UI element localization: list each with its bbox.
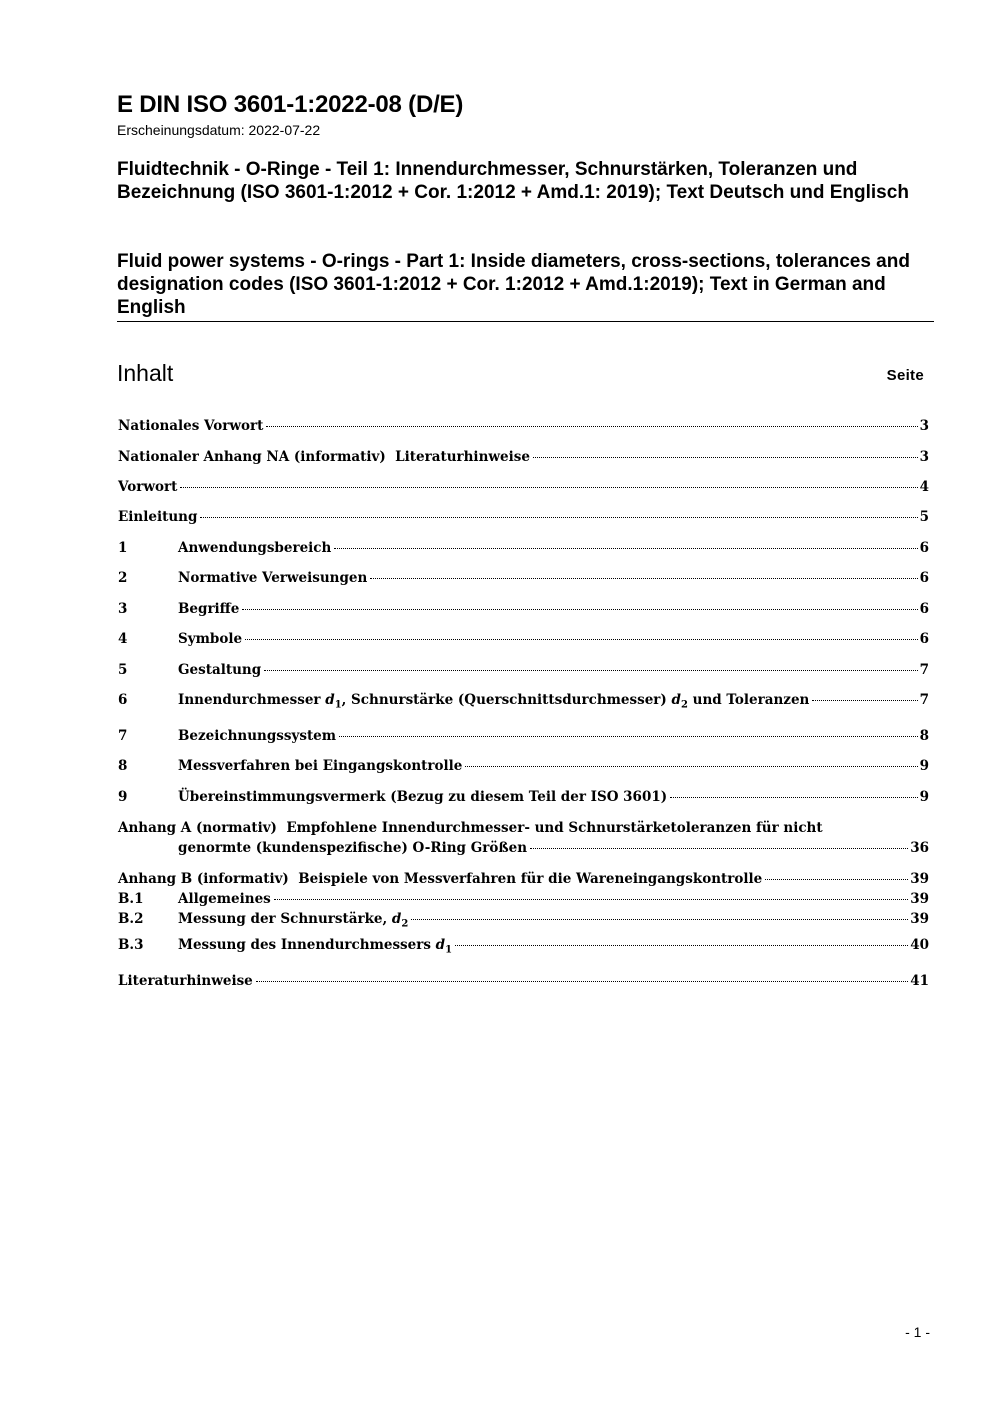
toc-entry-title: Vorwort xyxy=(118,479,178,495)
toc-entry-page: 9 xyxy=(919,758,929,774)
toc-entry-title: Anwendungsbereich xyxy=(178,540,332,556)
toc-entry-anhang-a-continued[interactable] xyxy=(178,840,929,856)
toc-entry-nationales-vorwort[interactable] xyxy=(118,418,929,434)
toc-entry-title-part: Messung des Innendurchmessers xyxy=(178,937,431,953)
toc-entry-title: Übereinstimmungsvermerk (Bezug zu diesem Teil der ISO 3601) xyxy=(178,789,668,805)
title-german: Fluidtechnik - O-Ringe - Teil 1: Innendurchmesser, Schnurstärken, Toleranzen und Bezeichnung (ISO 3601-1:2012 + Cor. 1:2012 + Amd.1: 2019); Text Deutsch und Englisch xyxy=(117,159,909,203)
toc-leader xyxy=(533,457,918,458)
toc-entry-page: 6 xyxy=(919,570,929,586)
toc-entry-anhang-a[interactable]: Anhang A (normativ) Empfohlene Innendurchmesser- und Schnurstärketoleranzen für nicht xyxy=(118,820,823,836)
toc-leader xyxy=(530,848,908,849)
toc-heading: Inhalt xyxy=(117,360,174,386)
toc-entry-title-part: , Schnurstärke (Querschnittsdurchmesser) xyxy=(341,692,667,708)
toc-entry-page: 7 xyxy=(919,662,929,678)
toc-entry-7[interactable] xyxy=(118,728,929,744)
toc-entry-page: 40 xyxy=(910,937,929,953)
toc-entry-title: Messverfahren bei Eingangskontrolle xyxy=(178,758,463,774)
symbol-d2: $d_2$ xyxy=(671,692,688,711)
toc-entry-number: 7 xyxy=(118,728,128,744)
toc-entry-title: Nationaler Anhang NA (informativ) Literaturhinweise xyxy=(118,449,530,465)
toc-entry-title-part: Messung der Schnurstärke, xyxy=(178,911,388,927)
toc-leader xyxy=(242,609,917,610)
toc-entry-page: 6 xyxy=(919,601,929,617)
toc-entry-number: B.2 xyxy=(118,911,144,927)
toc-leader xyxy=(266,426,917,427)
toc-entry-8[interactable] xyxy=(118,758,929,774)
toc-leader xyxy=(245,639,918,640)
toc-entry-number: 9 xyxy=(118,789,128,805)
toc-entry-page: 39 xyxy=(910,911,929,927)
toc-entry-title: Einleitung xyxy=(118,509,198,525)
toc-leader xyxy=(765,879,908,880)
toc-entry-b1[interactable] xyxy=(118,891,929,907)
toc-entry-nationaler-anhang[interactable] xyxy=(118,449,929,465)
toc-entry-title: Nationales Vorwort xyxy=(118,418,264,434)
toc-entry-title: Bezeichnungssystem xyxy=(178,728,337,744)
toc-entry-title: Literaturhinweise xyxy=(118,973,253,989)
toc-entry-6[interactable] xyxy=(118,692,929,711)
toc-leader xyxy=(465,766,917,767)
symbol-d2: $d_2$ xyxy=(391,911,409,930)
toc-entry-title: Allgemeines xyxy=(178,891,271,907)
toc-entry-page: 36 xyxy=(910,840,929,856)
title-english: Fluid power systems - O-rings - Part 1: Inside diameters, cross-sections, tolerances and designation codes (ISO 3601-1:2012 + Cor. 1:2012 + Amd.1:2019); Text in German and English xyxy=(117,251,910,318)
toc-entry-title: Begriffe xyxy=(178,601,240,617)
toc-entry-number: 2 xyxy=(118,570,128,586)
toc-leader xyxy=(339,736,918,737)
toc-entry-4[interactable] xyxy=(118,631,929,647)
toc-entry-page: 5 xyxy=(919,509,929,525)
toc-leader xyxy=(411,919,908,920)
toc-entry-number: 5 xyxy=(118,662,128,678)
toc-entry-title: genormte (kundenspezifische) O-Ring Größen xyxy=(178,840,528,856)
toc-entry-einleitung[interactable] xyxy=(118,509,929,525)
toc-entry-title xyxy=(178,692,809,711)
toc-entry-number: 3 xyxy=(118,601,128,617)
toc-leader xyxy=(812,700,917,701)
toc-entry-b3[interactable] xyxy=(118,937,929,956)
toc-leader xyxy=(455,945,908,946)
symbol-d1: $d_1$ xyxy=(435,937,453,956)
toc-entry-b2[interactable] xyxy=(118,911,929,930)
toc-entry-page: 41 xyxy=(910,973,929,989)
toc-entry-number: B.3 xyxy=(118,937,144,953)
toc-entry-title xyxy=(178,911,408,930)
toc-entry-title xyxy=(178,937,452,956)
symbol-d1: $d_1$ xyxy=(325,692,342,711)
toc-entry-page: 7 xyxy=(919,692,929,708)
toc-leader xyxy=(200,517,917,518)
toc-entry-page: 8 xyxy=(919,728,929,744)
toc-leader xyxy=(180,487,917,488)
publication-date: Erscheinungsdatum: 2022-07-22 xyxy=(117,122,321,138)
toc-entry-9[interactable] xyxy=(118,789,929,805)
toc-entry-vorwort[interactable] xyxy=(118,479,929,495)
toc-entry-number: 4 xyxy=(118,631,128,647)
toc-entry-page: 39 xyxy=(910,891,929,907)
document-id: E DIN ISO 3601-1:2022-08 (D/E) xyxy=(117,91,464,118)
toc-entry-title-part: und Toleranzen xyxy=(692,692,810,708)
toc-entry-title-part: Innendurchmesser xyxy=(178,692,321,708)
toc-entry-title: Anhang B (informativ) Beispiele von Messverfahren für die Wareneingangskontrolle xyxy=(118,871,763,887)
header-divider xyxy=(117,321,934,322)
toc-entry-literaturhinweise[interactable] xyxy=(118,973,929,989)
toc-leader xyxy=(370,578,917,579)
toc-leader xyxy=(256,981,908,982)
toc-entry-5[interactable] xyxy=(118,662,929,678)
toc-leader xyxy=(274,899,908,900)
toc-leader xyxy=(264,670,917,671)
toc-entry-title: Gestaltung xyxy=(178,662,262,678)
toc-entry-1[interactable] xyxy=(118,540,929,556)
toc-leader xyxy=(670,797,917,798)
toc-entry-title: Normative Verweisungen xyxy=(178,570,368,586)
toc-entry-page: 3 xyxy=(919,418,929,434)
toc-entry-number: B.1 xyxy=(118,891,144,907)
toc-page-column-label: Seite xyxy=(886,367,924,384)
toc-entry-3[interactable] xyxy=(118,601,929,617)
toc-entry-anhang-b[interactable] xyxy=(118,871,929,887)
toc-entry-number: 8 xyxy=(118,758,128,774)
toc-entry-page: 4 xyxy=(919,479,929,495)
toc-entry-number: 1 xyxy=(118,540,128,556)
toc-entry-page: 39 xyxy=(910,871,929,887)
toc-entry-page: 3 xyxy=(919,449,929,465)
toc-leader xyxy=(334,548,917,549)
toc-entry-page: 6 xyxy=(919,540,929,556)
toc-entry-page: 9 xyxy=(919,789,929,805)
toc-entry-2[interactable] xyxy=(118,570,929,586)
toc-entry-page: 6 xyxy=(919,631,929,647)
toc-entry-number: 6 xyxy=(118,692,128,708)
page-number: - 1 - xyxy=(905,1324,930,1340)
toc-entry-title: Symbole xyxy=(178,631,243,647)
